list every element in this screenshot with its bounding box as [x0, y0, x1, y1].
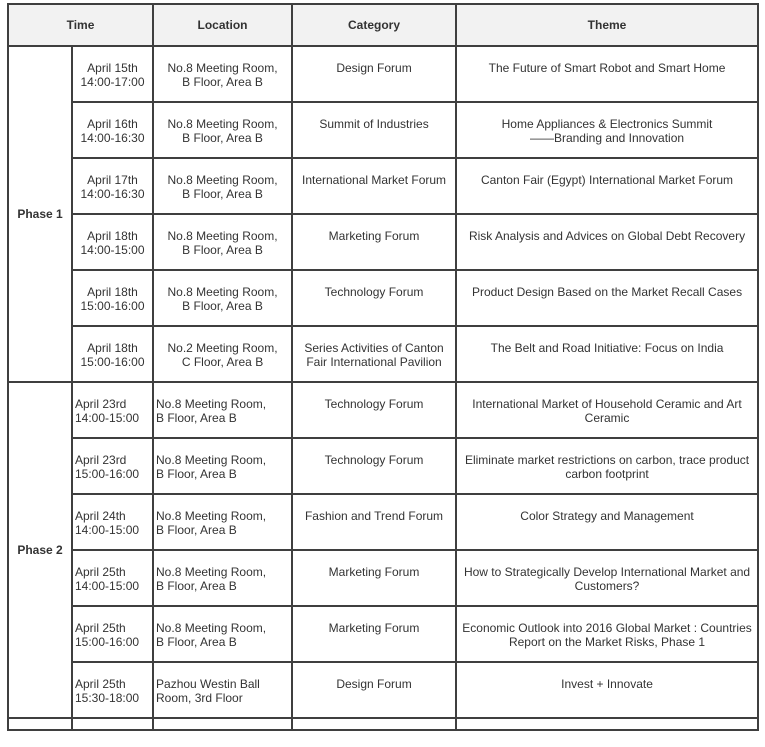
- time-cell-text: April 16th 14:00-16:30: [80, 117, 145, 145]
- table-row-cut-off: [8, 718, 758, 730]
- header-time: Time: [8, 4, 153, 46]
- category-cell-text: Technology Forum: [324, 285, 424, 299]
- category-cell: [292, 494, 456, 550]
- location-cell: [153, 102, 292, 158]
- phase-label: [8, 382, 72, 718]
- theme-cell: [456, 438, 758, 494]
- theme-cell: [456, 214, 758, 270]
- table-row: [8, 102, 758, 158]
- header-theme: Theme: [456, 4, 758, 46]
- time-cell: [72, 662, 153, 718]
- category-cell-text: Marketing Forum: [328, 229, 420, 243]
- location-cell-text: No.8 Meeting Room, B Floor, Area B: [167, 117, 278, 145]
- location-cell-text: No.8 Meeting Room, B Floor, Area B: [156, 453, 267, 481]
- time-cell: [72, 158, 153, 214]
- table-row: [8, 270, 758, 326]
- theme-cell: [456, 102, 758, 158]
- location-cell-text: Pazhou Westin Ball Room, 3rd Floor: [156, 677, 260, 705]
- location-cell-text: No.8 Meeting Room, B Floor, Area B: [167, 285, 278, 313]
- theme-cell: [456, 606, 758, 662]
- theme-cell: [456, 550, 758, 606]
- theme-cell-text: Economic Outlook into 2016 Global Market : Countries Report on the Market Risks, Phase 1: [462, 621, 752, 649]
- category-cell-text: Summit of Industries: [319, 117, 429, 131]
- empty-cell: [292, 718, 456, 730]
- time-cell-text: April 18th 14:00-15:00: [80, 229, 145, 257]
- theme-cell-text: Risk Analysis and Advices on Global Debt Recovery: [468, 229, 746, 243]
- theme-cell: [456, 326, 758, 382]
- location-cell: [153, 214, 292, 270]
- location-cell: [153, 270, 292, 326]
- location-cell: [153, 158, 292, 214]
- theme-cell: [456, 158, 758, 214]
- location-cell-text: No.8 Meeting Room, B Floor, Area B: [167, 173, 278, 201]
- time-cell-text: April 25th 15:30-18:00: [75, 677, 140, 705]
- category-cell: [292, 270, 456, 326]
- table-body: [8, 46, 758, 730]
- category-cell-text: Design Forum: [336, 61, 412, 75]
- empty-cell: [8, 718, 72, 730]
- table-row: [8, 46, 758, 102]
- forum-schedule-table: [7, 3, 759, 731]
- time-cell-text: April 25th 14:00-15:00: [75, 565, 140, 593]
- location-cell-text: No.8 Meeting Room, B Floor, Area B: [167, 229, 278, 257]
- table-row: [8, 494, 758, 550]
- table-row: [8, 606, 758, 662]
- category-cell-text: Marketing Forum: [328, 621, 420, 635]
- location-cell-text: No.2 Meeting Room, C Floor, Area B: [167, 341, 278, 369]
- category-cell: [292, 102, 456, 158]
- theme-cell: [456, 270, 758, 326]
- category-cell-text: Series Activities of Canton Fair International Pavilion: [304, 341, 444, 369]
- theme-cell-text: International Market of Household Ceramic and Art Ceramic: [472, 397, 742, 425]
- category-cell: [292, 46, 456, 102]
- table-row: [8, 158, 758, 214]
- theme-cell-text: Eliminate market restrictions on carbon, trace product carbon footprint: [464, 453, 750, 481]
- theme-cell-text: Invest + Innovate: [561, 677, 653, 691]
- theme-cell: [456, 494, 758, 550]
- time-cell-text: April 23rd 14:00-15:00: [75, 397, 140, 425]
- category-cell: [292, 214, 456, 270]
- theme-cell-text: The Belt and Road Initiative: Focus on India: [490, 341, 724, 355]
- theme-cell-text: Canton Fair (Egypt) International Market Forum: [480, 173, 734, 187]
- theme-cell-text: How to Strategically Develop International Market and Customers?: [463, 565, 751, 593]
- phase-label: [8, 46, 72, 382]
- time-cell-text: April 23rd 15:00-16:00: [75, 453, 140, 481]
- category-cell: [292, 438, 456, 494]
- category-cell-text: Technology Forum: [324, 397, 424, 411]
- header-location: Location: [153, 4, 292, 46]
- time-cell: [72, 102, 153, 158]
- category-cell-text: Fashion and Trend Forum: [304, 509, 444, 523]
- time-cell: [72, 438, 153, 494]
- theme-cell-text: The Future of Smart Robot and Smart Home: [488, 61, 726, 75]
- table-row: [8, 326, 758, 382]
- location-cell: [153, 550, 292, 606]
- time-cell: [72, 382, 153, 438]
- category-cell: [292, 606, 456, 662]
- header-category: Category: [292, 4, 456, 46]
- location-cell: [153, 46, 292, 102]
- schedule-container: [7, 3, 757, 731]
- time-cell: [72, 270, 153, 326]
- theme-cell: [456, 46, 758, 102]
- location-cell-text: No.8 Meeting Room, B Floor, Area B: [167, 61, 278, 89]
- category-cell: [292, 662, 456, 718]
- time-cell: [72, 494, 153, 550]
- time-cell-text: April 18th 15:00-16:00: [80, 285, 145, 313]
- location-cell-text: No.8 Meeting Room, B Floor, Area B: [156, 565, 267, 593]
- time-cell: [72, 214, 153, 270]
- table-row: [8, 550, 758, 606]
- table-row: [8, 662, 758, 718]
- table-row: [8, 214, 758, 270]
- category-cell-text: Design Forum: [336, 677, 412, 691]
- phase-label-text: Phase 2: [17, 543, 63, 557]
- category-cell: [292, 382, 456, 438]
- theme-cell-text: Product Design Based on the Market Recall Cases: [471, 285, 743, 299]
- time-cell-text: April 25th 15:00-16:00: [75, 621, 140, 649]
- table-row: [8, 382, 758, 438]
- table-row: [8, 438, 758, 494]
- theme-cell: [456, 382, 758, 438]
- time-cell: [72, 46, 153, 102]
- location-cell: [153, 382, 292, 438]
- time-cell-text: April 24th 14:00-15:00: [75, 509, 140, 537]
- category-cell-text: Technology Forum: [324, 453, 424, 467]
- category-cell: [292, 550, 456, 606]
- location-cell: [153, 662, 292, 718]
- theme-cell: [456, 662, 758, 718]
- category-cell-text: International Market Forum: [301, 173, 447, 187]
- table-header-row: [8, 4, 758, 46]
- empty-cell: [153, 718, 292, 730]
- category-cell: [292, 158, 456, 214]
- location-cell: [153, 326, 292, 382]
- location-cell: [153, 606, 292, 662]
- empty-cell: [456, 718, 758, 730]
- location-cell: [153, 438, 292, 494]
- category-cell-text: Marketing Forum: [328, 565, 420, 579]
- time-cell: [72, 606, 153, 662]
- category-cell: [292, 326, 456, 382]
- time-cell-text: April 18th 15:00-16:00: [80, 341, 145, 369]
- location-cell-text: No.8 Meeting Room, B Floor, Area B: [156, 509, 267, 537]
- location-cell: [153, 494, 292, 550]
- theme-cell-text: Color Strategy and Management: [520, 509, 694, 523]
- theme-cell-text: Home Appliances & Electronics Summit ——Branding and Innovation: [501, 117, 713, 145]
- location-cell-text: No.8 Meeting Room, B Floor, Area B: [156, 397, 267, 425]
- location-cell-text: No.8 Meeting Room, B Floor, Area B: [156, 621, 267, 649]
- time-cell-text: April 15th 14:00-17:00: [80, 61, 145, 89]
- time-cell-text: April 17th 14:00-16:30: [80, 173, 145, 201]
- time-cell: [72, 550, 153, 606]
- empty-cell: [72, 718, 153, 730]
- time-cell: [72, 326, 153, 382]
- phase-label-text: Phase 1: [17, 207, 63, 221]
